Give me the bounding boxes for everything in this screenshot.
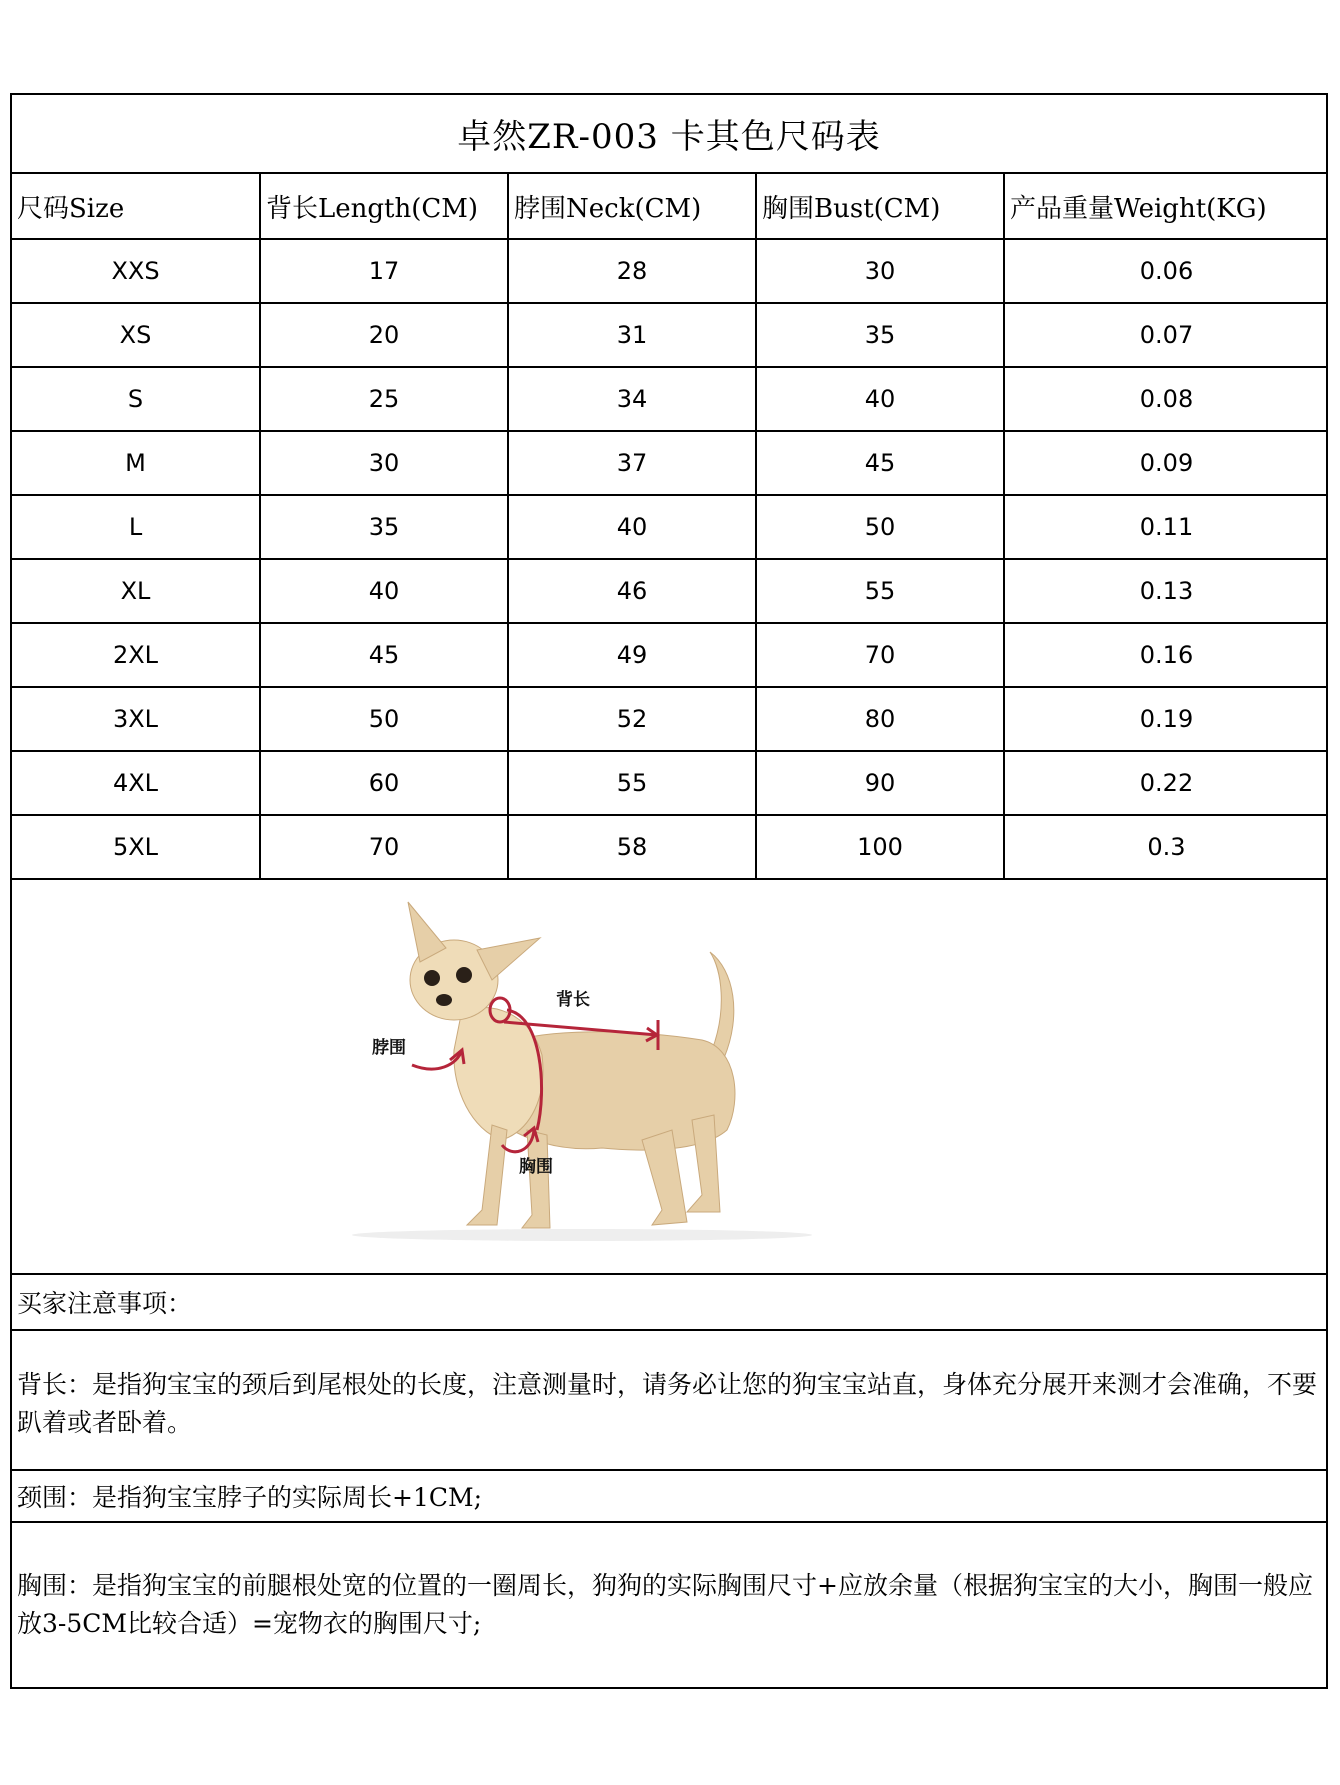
cell-size: XL	[12, 559, 260, 623]
cell-length: 25	[260, 367, 508, 431]
header-neck: 脖围Neck(CM)	[508, 174, 756, 239]
cell-bust: 55	[756, 559, 1004, 623]
cell-size: S	[12, 367, 260, 431]
dog-illustration	[342, 890, 902, 1260]
table-row	[12, 559, 1328, 623]
notes-heading: 买家注意事项：	[12, 1275, 1326, 1331]
header-size: 尺码Size	[12, 174, 260, 239]
chart-title: 卓然ZR-003 卡其色尺码表	[12, 95, 1326, 174]
table-row	[12, 495, 1328, 559]
cell-neck: 58	[508, 815, 756, 879]
cell-bust: 90	[756, 751, 1004, 815]
note-neck: 颈围：是指狗宝宝脖子的实际周长+1CM;	[12, 1471, 1326, 1523]
cell-neck: 52	[508, 687, 756, 751]
cell-size: 3XL	[12, 687, 260, 751]
cell-weight: 0.22	[1004, 751, 1328, 815]
cell-weight: 0.07	[1004, 303, 1328, 367]
cell-weight: 0.19	[1004, 687, 1328, 751]
cell-weight: 0.13	[1004, 559, 1328, 623]
chest-label: 胸围	[519, 1157, 553, 1177]
table-row	[12, 751, 1328, 815]
header-weight: 产品重量Weight(KG)	[1004, 174, 1328, 239]
dog-eye	[456, 967, 472, 983]
cell-bust: 80	[756, 687, 1004, 751]
cell-weight: 0.06	[1004, 239, 1328, 303]
cell-neck: 46	[508, 559, 756, 623]
dog-front-leg	[467, 1125, 507, 1225]
dog-front-leg	[522, 1130, 550, 1228]
dog-tail	[710, 952, 734, 1058]
table-row	[12, 687, 1328, 751]
dog-measurement-figure	[12, 880, 1326, 1275]
size-table	[12, 174, 1328, 880]
cell-weight: 0.08	[1004, 367, 1328, 431]
table-row	[12, 623, 1328, 687]
neck-label: 脖围	[372, 1038, 406, 1058]
cell-neck: 28	[508, 239, 756, 303]
table-row	[12, 815, 1328, 879]
cell-weight: 0.16	[1004, 623, 1328, 687]
ground-shadow	[352, 1229, 812, 1241]
cell-length: 35	[260, 495, 508, 559]
dog-nose	[436, 994, 452, 1006]
table-row	[12, 367, 1328, 431]
table-row	[12, 431, 1328, 495]
cell-size: M	[12, 431, 260, 495]
cell-size: 4XL	[12, 751, 260, 815]
cell-length: 60	[260, 751, 508, 815]
size-chart-sheet	[10, 93, 1328, 1689]
table-row	[12, 303, 1328, 367]
cell-bust: 40	[756, 367, 1004, 431]
cell-length: 30	[260, 431, 508, 495]
cell-neck: 34	[508, 367, 756, 431]
cell-neck: 49	[508, 623, 756, 687]
cell-length: 70	[260, 815, 508, 879]
cell-neck: 55	[508, 751, 756, 815]
note-chest: 胸围：是指狗宝宝的前腿根处宽的位置的一圈周长，狗狗的实际胸围尺寸+应放余量（根据狗宝宝的大小，胸围一般应放3-5CM比较合适）=宠物衣的胸围尺寸;	[17, 1571, 1313, 1638]
cell-bust: 70	[756, 623, 1004, 687]
cell-size: 2XL	[12, 623, 260, 687]
cell-weight: 0.11	[1004, 495, 1328, 559]
cell-bust: 35	[756, 303, 1004, 367]
cell-bust: 100	[756, 815, 1004, 879]
cell-bust: 45	[756, 431, 1004, 495]
cell-length: 50	[260, 687, 508, 751]
cell-size: 5XL	[12, 815, 260, 879]
header-length: 背长Length(CM)	[260, 174, 508, 239]
cell-length: 20	[260, 303, 508, 367]
cell-size: L	[12, 495, 260, 559]
cell-bust: 30	[756, 239, 1004, 303]
cell-size: XXS	[12, 239, 260, 303]
cell-neck: 40	[508, 495, 756, 559]
cell-length: 45	[260, 623, 508, 687]
cell-length: 17	[260, 239, 508, 303]
cell-size: XS	[12, 303, 260, 367]
dog-eye	[424, 970, 440, 986]
cell-weight: 0.3	[1004, 815, 1328, 879]
header-bust: 胸围Bust(CM)	[756, 174, 1004, 239]
back-length-label: 背长	[556, 990, 590, 1010]
table-header-row	[12, 174, 1328, 239]
table-row	[12, 239, 1328, 303]
note-back-length: 背长：是指狗宝宝的颈后到尾根处的长度，注意测量时，请务必让您的狗宝宝站直，身体充分展开来测才会准确，不要趴着或者卧着。	[12, 1331, 1326, 1471]
cell-bust: 50	[756, 495, 1004, 559]
cell-neck: 31	[508, 303, 756, 367]
cell-neck: 37	[508, 431, 756, 495]
cell-length: 40	[260, 559, 508, 623]
cell-weight: 0.09	[1004, 431, 1328, 495]
